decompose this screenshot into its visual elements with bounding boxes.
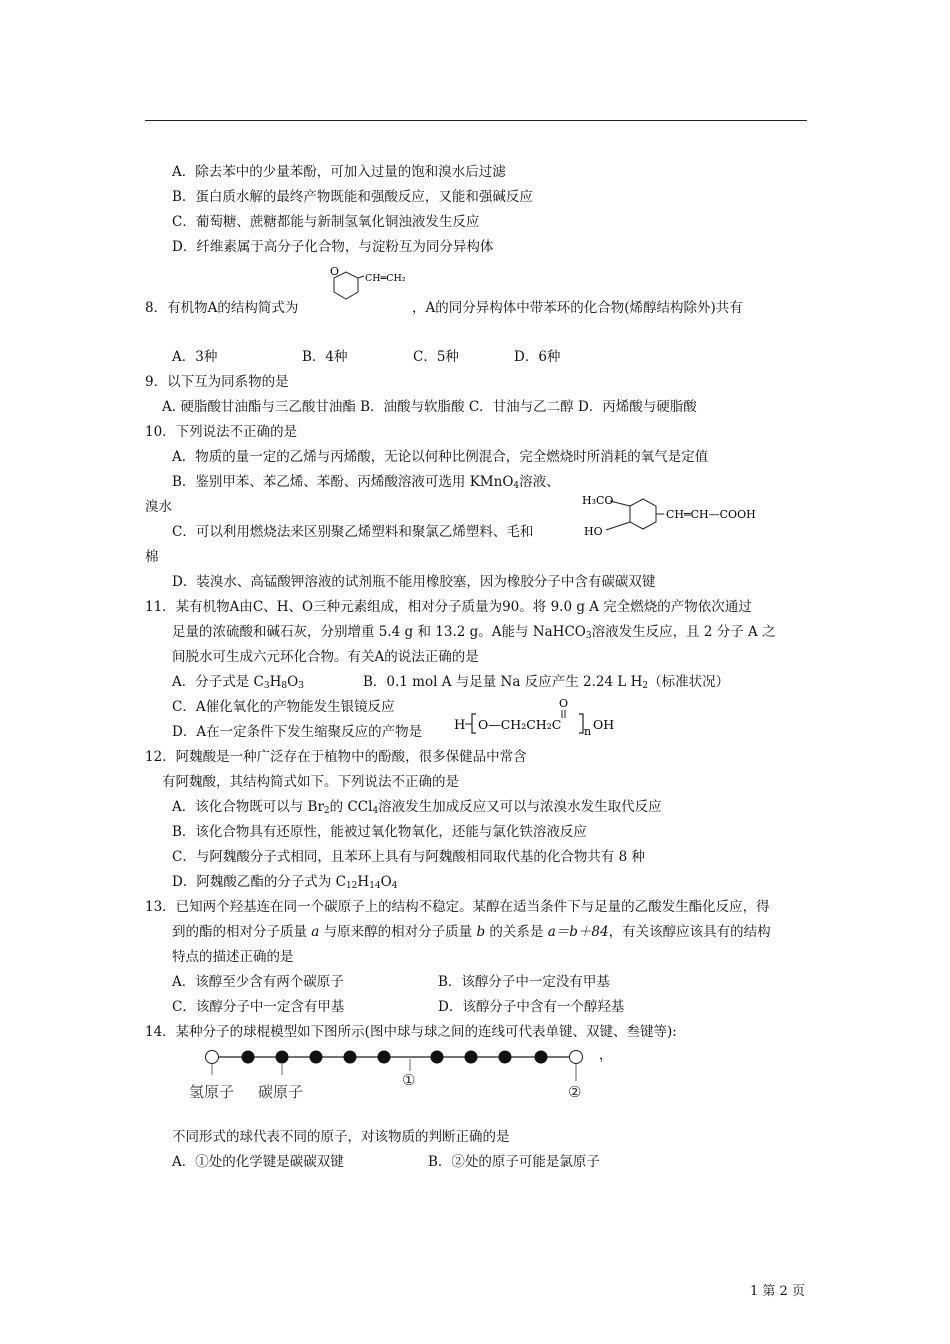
ferulic-acid-structure	[580, 488, 795, 548]
q8-option-b: B．4种	[302, 349, 348, 365]
q14-stem: 14．某种分子的球棍模型如下图所示(图中球与球之间的连线可代表单键、双键、叁键等):	[145, 1024, 677, 1040]
q12-option-a: A．该化合物既可以与 $Br_2$的 CCl$_4$溶液发生加成反应又可以与浓溴水发生取代反应	[172, 799, 662, 816]
q10-option-c-cont: 棉	[145, 549, 159, 565]
hydrogen-atom-ball	[206, 1051, 219, 1064]
q8-option-c: C．5种	[413, 349, 459, 365]
q11-option-c: C．A催化氧化的产物能发生银镜反应	[172, 699, 395, 715]
polymer-n: n	[584, 725, 592, 738]
q11-polymer-structure	[452, 692, 617, 738]
carbon-atom-ball	[276, 1051, 289, 1064]
q11-option-d: D．A在一定条件下发生缩聚反应的产物是	[172, 724, 423, 740]
carbon-atom-ball	[344, 1051, 357, 1064]
hydrogen-label: 氢原子	[189, 1083, 235, 1101]
carbon-atom-ball	[378, 1051, 391, 1064]
q10-option-b-cont: 溴水	[145, 499, 172, 515]
polymer-end-h: H	[454, 718, 466, 733]
end-atom-ball	[570, 1051, 583, 1064]
q12-option-d: D．阿魏酸乙酯的分子式为 $C_{12}H_{14}O_4$	[172, 874, 398, 891]
carbon-atom-ball	[535, 1051, 548, 1064]
q11-stem-2: 足量的浓硫酸和碱石灰，分别增重 5.4 g 和 13.2 g。A能与 NaHCO$_3$溶液发生反应，且 2 分子 A 之	[172, 624, 776, 641]
q8-ring-oxygen: O	[330, 265, 340, 278]
q12-stem-2: 有阿魏酸，其结构简式如下。下列说法不正确的是	[162, 774, 459, 790]
polymer-end-oh: OH	[593, 717, 615, 732]
q10-option-b: B．鉴别甲苯、苯乙烯、苯酚、丙烯酸溶液可选用 KMnO$_4$溶液、	[172, 474, 560, 491]
q11-stem-1: 11．某有机物A由C、H、O三种元素组成，相对分子质量为90。将 9.0 g A 完全燃烧的产物依次通过	[145, 599, 752, 615]
acrylic-chain: CH═CH—COOH	[666, 508, 756, 521]
q14-stem-2: 不同形式的球代表不同的原子，对该物质的判断正确的是	[172, 1129, 510, 1145]
q10-option-d: D．装溴水、高锰酸钾溶液的试剂瓶不能用橡胶塞，因为橡胶分子中含有碳碳双键	[172, 574, 656, 590]
carbon-atom-ball	[465, 1051, 478, 1064]
polymer-repeat-unit: O—CH₂CH₂C	[478, 717, 562, 732]
q14-option-a: A．①处的化学键是碳碳双键	[172, 1154, 344, 1170]
q11-option-a: A．分子式是 $C_3H_8O_3$	[172, 674, 304, 691]
q13-stem-2: 到的酯的相对分子质量 a 与原来醇的相对分子质量 b 的关系是 a＝b＋84，有关该醇应该具有的结构	[172, 924, 771, 940]
q9-stem: 9．以下互为同系物的是	[145, 374, 289, 390]
q10-stem: 10．下列说法不正确的是	[145, 424, 298, 440]
q8-option-a: A．3种	[172, 349, 218, 365]
q10-option-c: C．可以利用燃烧法来区别聚乙烯塑料和聚氯乙烯塑料、毛和	[172, 524, 534, 540]
q13-option-d: D．该醇分子中含有一个醇羟基	[438, 999, 625, 1015]
q13-stem-3: 特点的描述正确的是	[172, 949, 294, 965]
q11-stem-3: 间脱水可生成六元环化合物。有关A的说法正确的是	[172, 649, 479, 665]
methoxy-group: H₃CO	[582, 494, 614, 507]
model-comma: ，	[599, 1048, 613, 1063]
q7-option-b: B．蛋白质水解的最终产物既能和强酸反应，又能和强碱反应	[172, 189, 533, 205]
carbon-atom-ball	[499, 1051, 512, 1064]
bond-label-1: ①	[402, 1071, 416, 1089]
q10-option-a: A．物质的量一定的乙烯与丙烯酸，无论以何种比例混合，完全燃烧时所消耗的氧气是定值	[172, 449, 709, 465]
q9-options: A. 硬脂酸甘油酯与三乙酸甘油酯 B．油酸与软脂酸 C．甘油与乙二醇 D．丙烯酸与硬脂酸	[162, 399, 697, 415]
q13-stem-1: 13．已知两个羟基连在同一个碳原子上的结构不稳定。某醇在适当条件下与足量的乙酸发生酯化反应，得	[145, 899, 770, 915]
q7-option-d: D．纤维素属于高分子化合物，与淀粉互为同分异构体	[172, 239, 494, 255]
q12-stem-1: 12．阿魏酸是一种广泛存在于植物中的酚酸，很多保健品中常含	[145, 749, 527, 765]
hydroxyl-group: HO	[584, 525, 603, 538]
q14-option-b: B．②处的原子可能是氯原子	[428, 1154, 600, 1170]
carbon-atom-ball	[310, 1051, 323, 1064]
header-rule	[145, 120, 807, 121]
carbon-atom-ball	[242, 1051, 255, 1064]
polymer-carbonyl-o: O	[559, 697, 569, 710]
q12-option-c: C．与阿魏酸分子式相同，且苯环上具有与阿魏酸相同取代基的化合物共有 8 种	[172, 849, 645, 865]
q8-option-d: D．6种	[514, 349, 561, 365]
q8-structure	[312, 262, 412, 318]
carbon-atom-ball	[431, 1051, 444, 1064]
q13-option-c: C．该醇分子中一定含有甲基	[172, 999, 345, 1015]
q13-option-a: A．该醇至少含有两个碳原子	[172, 974, 344, 990]
ball-and-stick-model	[189, 1045, 625, 1105]
page-number: 1 第 2 页	[750, 1284, 805, 1299]
q8-vinyl-group: CH═CH₂	[365, 273, 406, 284]
carbon-label: 碳原子	[258, 1083, 304, 1101]
q8-stem-pre: 8．有机物A的结构简式为	[145, 300, 299, 316]
q8-stem-post: ，A的同分异构体中带苯环的化合物(烯醇结构除外)共有	[412, 300, 743, 316]
atom-label-2: ②	[568, 1083, 582, 1101]
q12-option-b: B．该化合物具有还原性，能被过氧化物氧化，还能与氯化铁溶液反应	[172, 824, 587, 840]
q13-option-b: B．该醇分子中一定没有甲基	[438, 974, 610, 990]
q11-option-b: B．0.1 mol A 与足量 Na 反应产生 2.24 L $H_2$（标准状况）	[363, 674, 730, 691]
q7-option-c: C．葡萄糖、蔗糖都能与新制氢氧化铜浊液发生反应	[172, 214, 480, 230]
q7-option-a: A．除去苯中的少量苯酚，可加入过量的饱和溴水后过滤	[172, 164, 506, 180]
